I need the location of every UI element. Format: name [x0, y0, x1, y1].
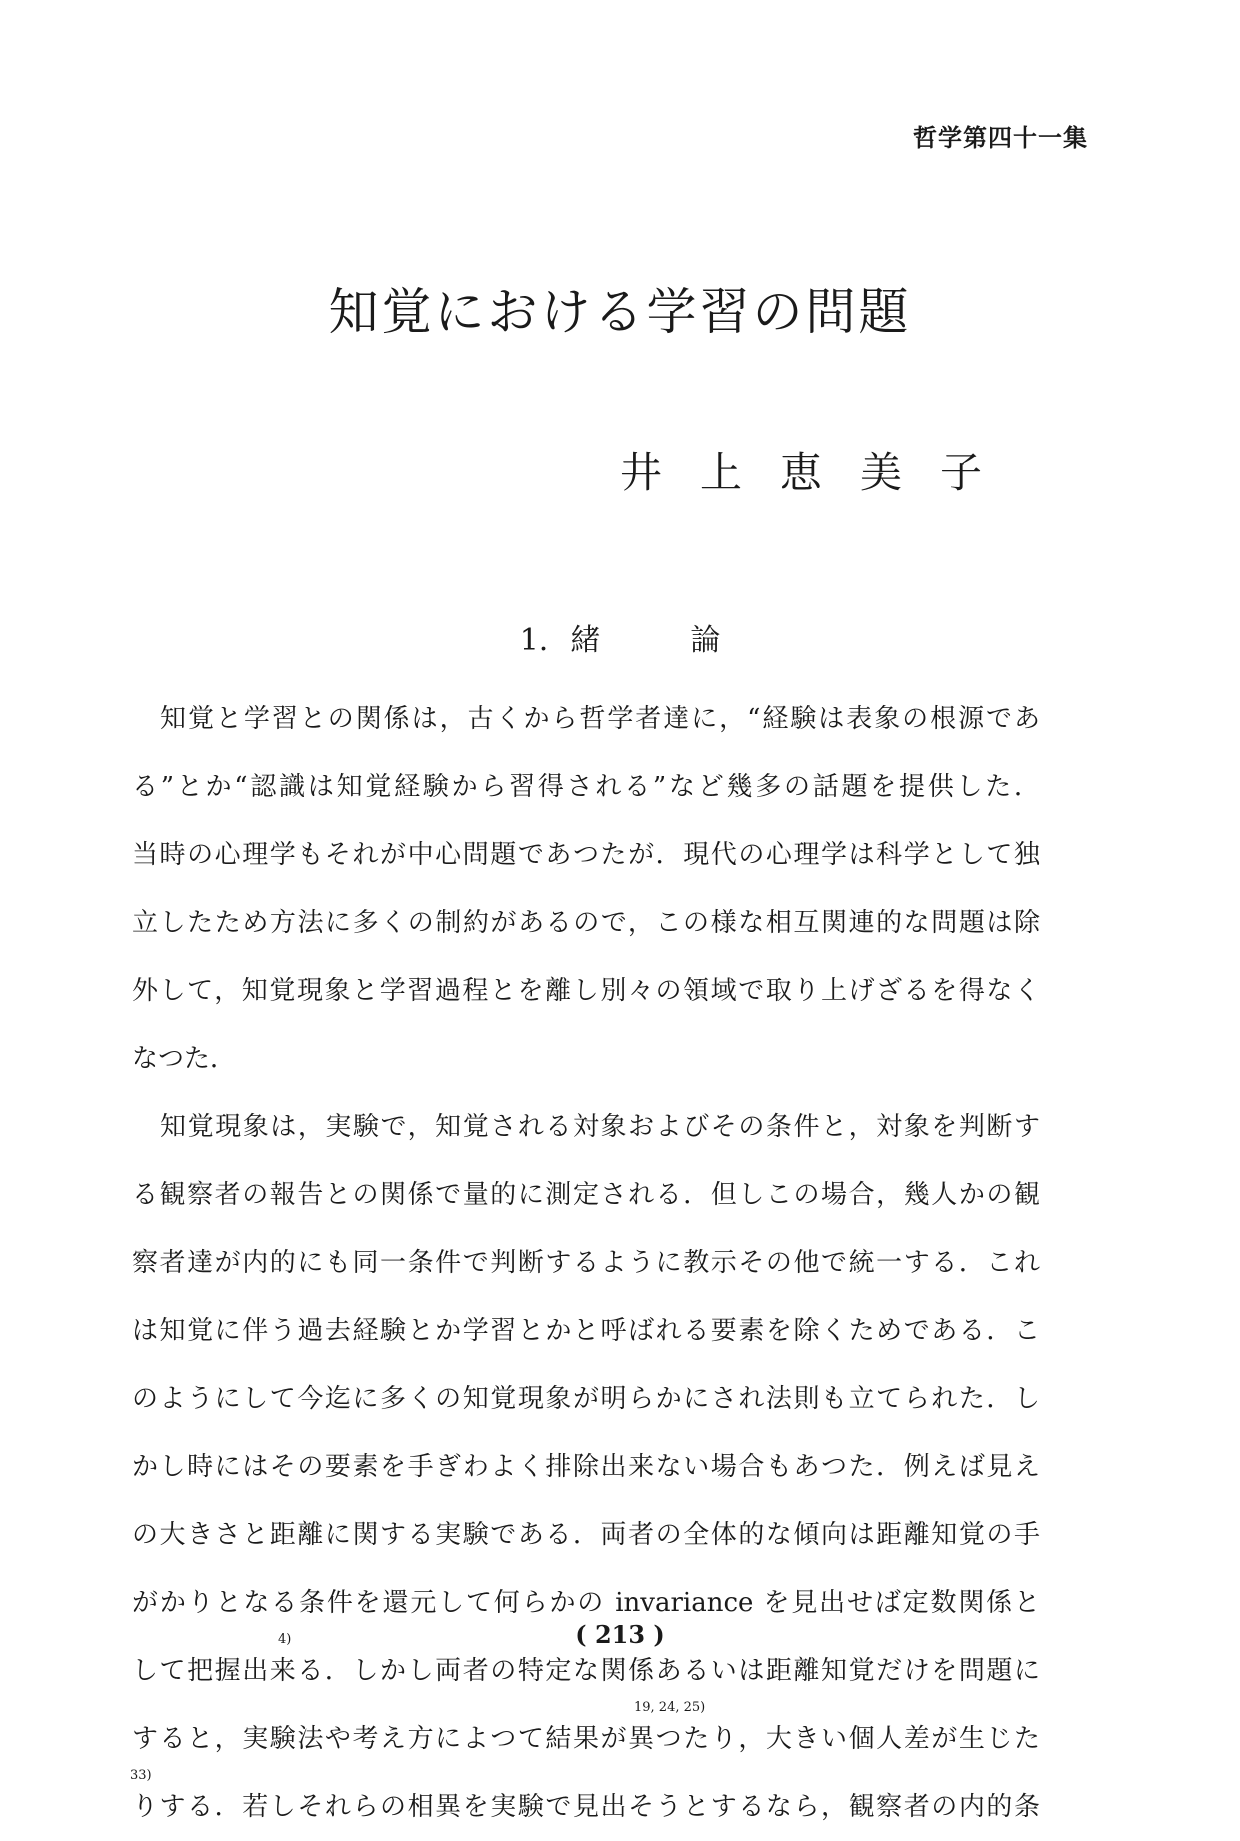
- text-line: 立したため方法に多くの制約があるので，この様な相互関連的な問題は除: [132, 908, 1040, 938]
- section-heading: [0, 615, 1240, 659]
- text-line: 知覚と学習との関係は，古くから哲学者達に，“経験は表象の根源であ: [160, 704, 1040, 734]
- text-line: 察者達が内的にも同一条件で判断するように教示その他で統一する．これ: [132, 1248, 1040, 1278]
- text-line-with-ref: [132, 1700, 1040, 1773]
- section-word-2: 論: [690, 623, 721, 658]
- page-number: ( 213 ): [575, 1620, 665, 1649]
- text-line: 外して，知覚現象と学習過程とを離し別々の領域で取り上げざるを得なく: [132, 976, 1040, 1006]
- text-line: る”とか“認識は知覚経験から習得される”など幾多の話題を提供した．: [132, 772, 1040, 802]
- text-line: 知覚現象は，実験で，知覚される対象およびその条件と，対象を判断す: [160, 1112, 1040, 1142]
- article-title: 知覚における学習の問題: [328, 283, 912, 341]
- section-word-1: 緒: [570, 623, 601, 658]
- text-line: すると，実験法や考え方によつて結果が異つたり，大きい個人差が生じた: [132, 1724, 1040, 1754]
- text-line: なつた．: [132, 1044, 237, 1074]
- text-line: して把握出来る．しかし両者の特定な関係あるいは距離知覚だけを問題に: [132, 1656, 1040, 1686]
- reference-marker: 19, 24, 25): [634, 1700, 706, 1715]
- journal-volume: 哲学第四十一集: [913, 123, 1088, 152]
- text-line: 当時の心理学もそれが中心問題であつたが．現代の心理学は科学として独: [132, 840, 1040, 870]
- text-line: る観察者の報告との関係で量的に測定される．但しこの場合，幾人かの観: [132, 1180, 1040, 1210]
- text-line-with-ref: [130, 1768, 1040, 1841]
- text-line: のようにして今迄に多くの知覚現象が明らかにされ法則も立てられた．し: [132, 1384, 1040, 1414]
- reference-marker: 4): [278, 1632, 292, 1647]
- section-number: 1.: [519, 623, 549, 658]
- text-line: かし時にはその要素を手ぎわよく排除出来ない場合もあつた．例えば見え: [132, 1452, 1040, 1482]
- reference-marker: 33): [130, 1768, 152, 1783]
- body-text: [132, 685, 1040, 1841]
- text-line: は知覚に伴う過去経験とか学習とかと呼ばれる要素を除くためである．こ: [132, 1316, 1040, 1346]
- text-line: がかりとなる条件を還元して何らかの invariance を見出せば定数関係と: [132, 1588, 1040, 1618]
- author-name: 井上恵美子: [620, 448, 1021, 497]
- text-line: りする．若しそれらの相異を実験で見出そうとするなら，観察者の内的条: [132, 1792, 1040, 1822]
- text-line: の大きさと距離に関する実験である．両者の全体的な傾向は距離知覚の手: [132, 1520, 1040, 1550]
